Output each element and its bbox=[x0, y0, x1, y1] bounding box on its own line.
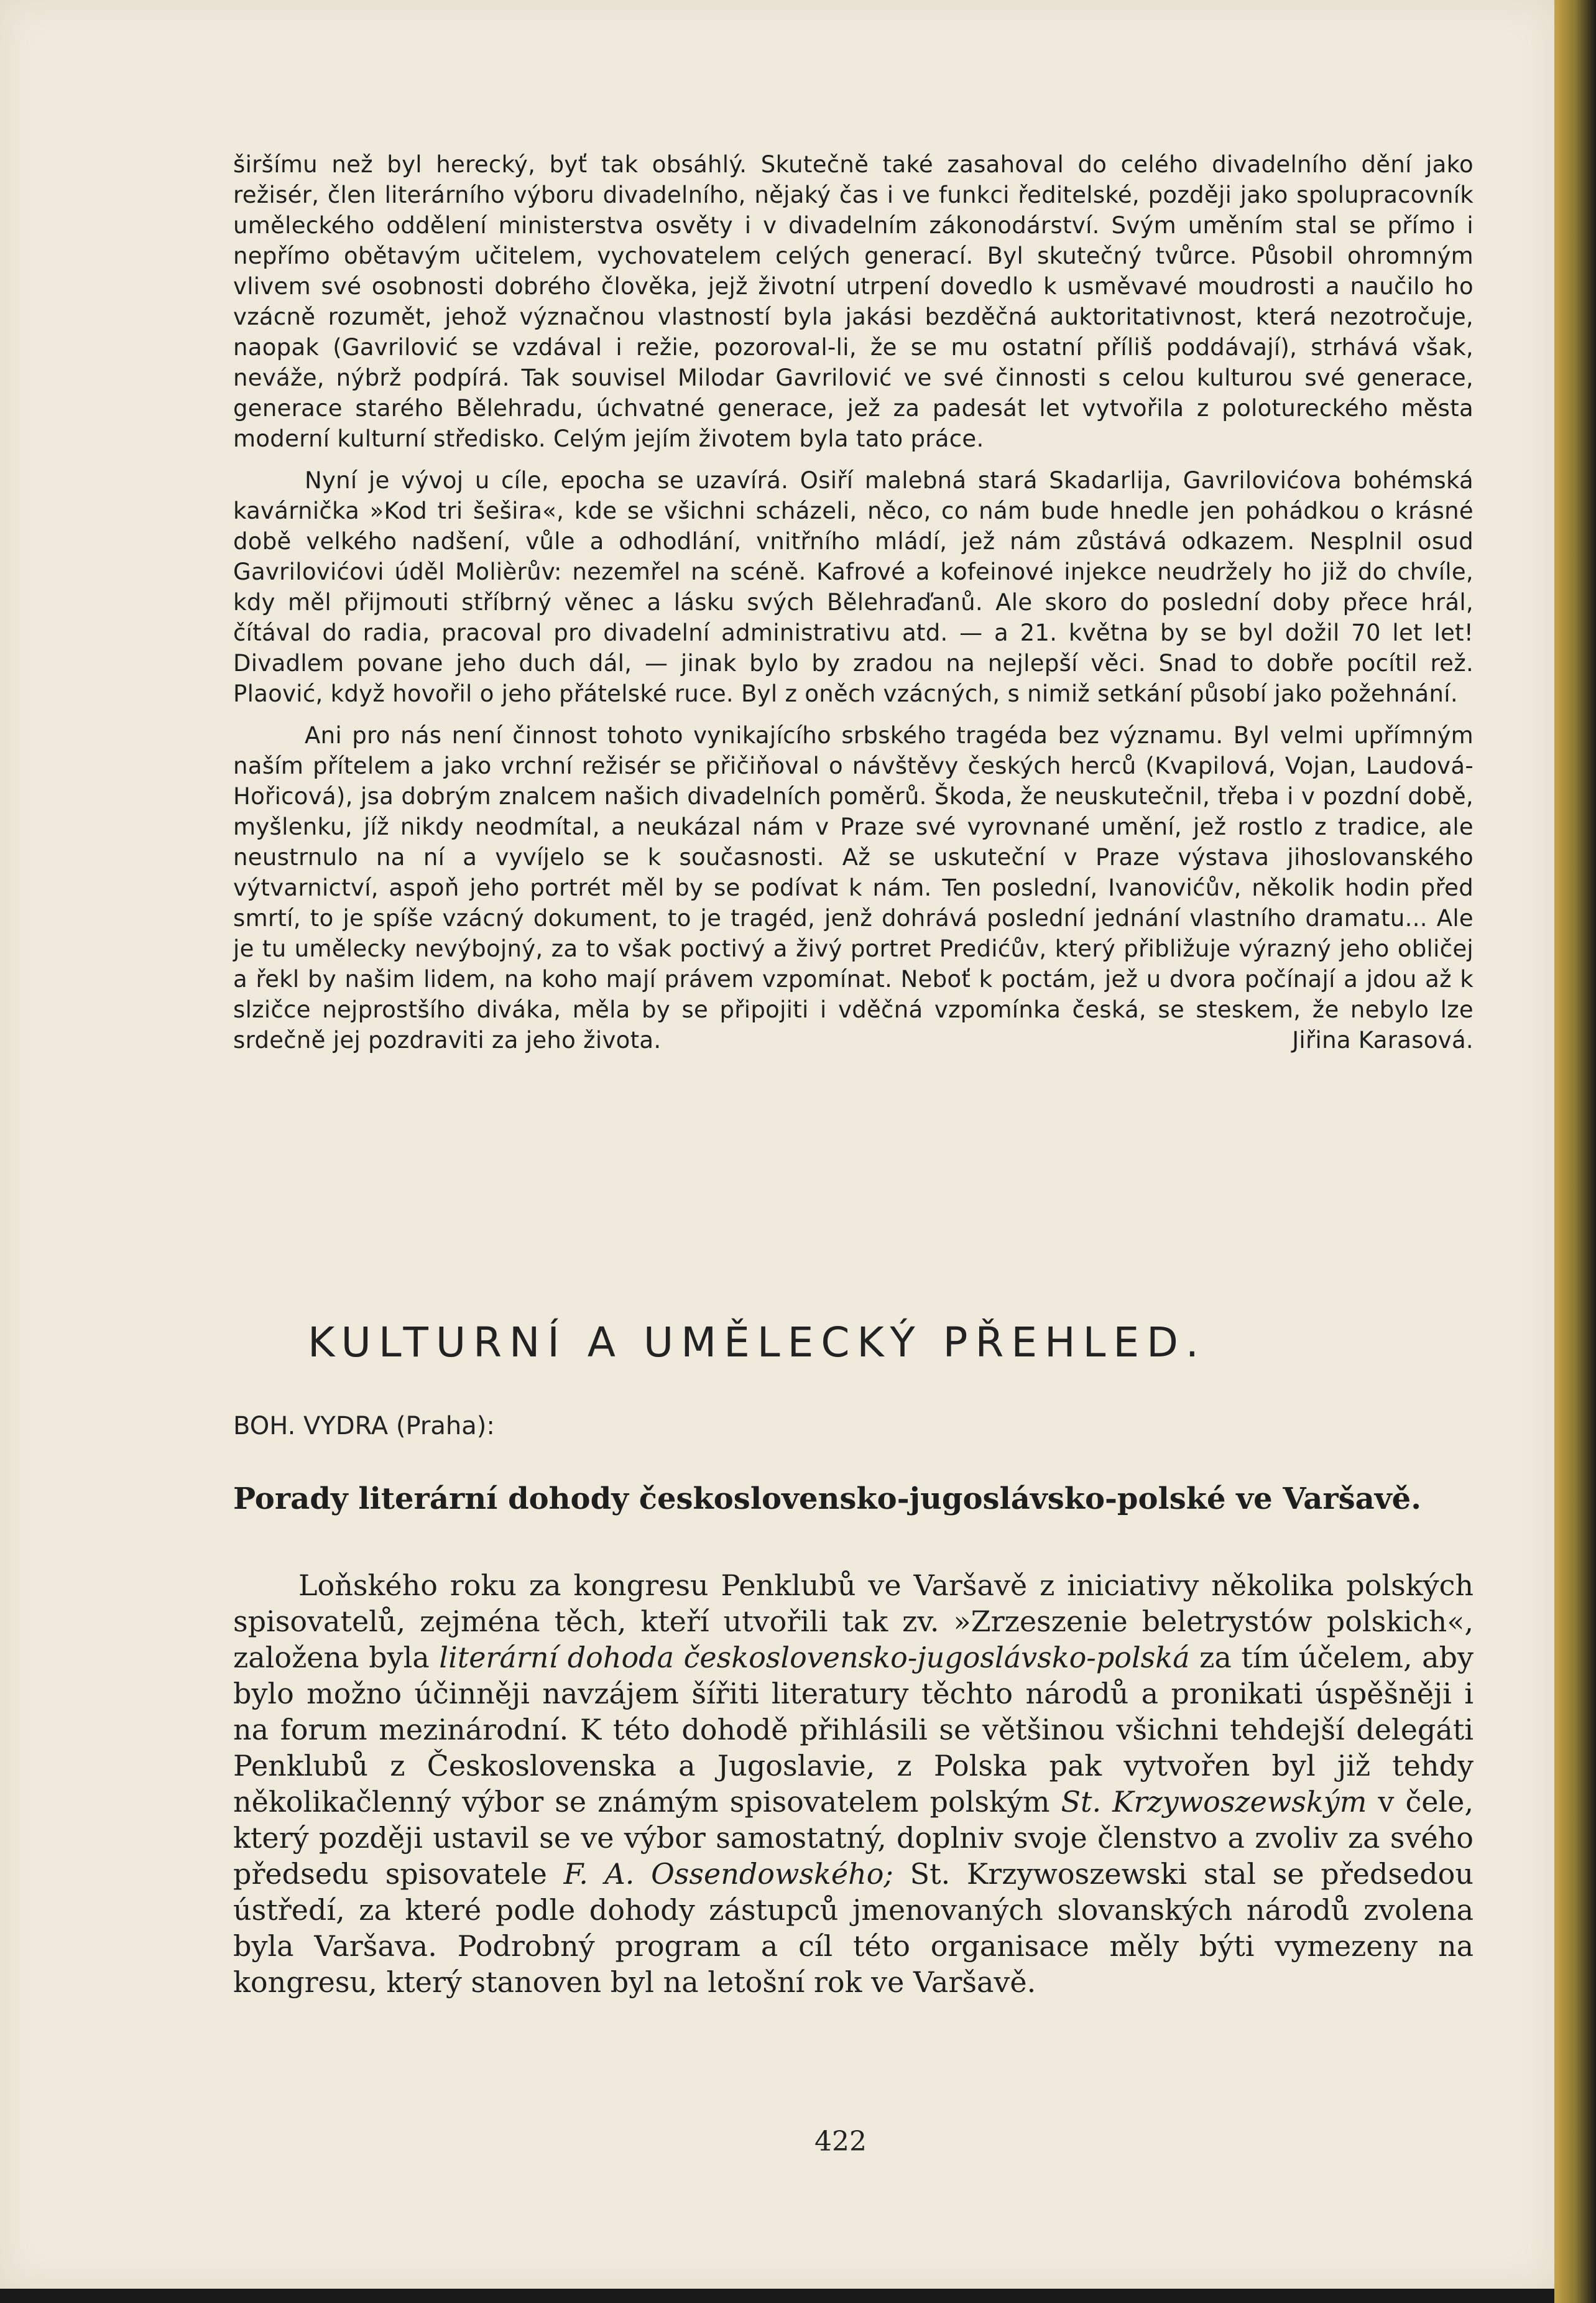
article-body bbox=[233, 1567, 1474, 2000]
book-binding-edge bbox=[1554, 0, 1596, 2303]
article-text-2: za tím účelem, aby bylo možno účinněji navzájem šířiti literatury těchto národů a pronikati úspěšněji i na forum mezinárodní. K této dohodě přihlásili se většinou všichni tehdejší delegáti Penklubů z Československa a Jugoslavie, z Polska pak vytvořen byl již tehdy několikačlenný výbor se známým spisovatelem polským bbox=[233, 1641, 1474, 1819]
article-text-1: Loňského roku za kongresu Penklubů ve Varšavě z iniciativy několika polských spisovatelů, zejména těch, kteří utvořili tak zv. »Zrzeszenie beletrystów polskich«, založena byla bbox=[233, 1569, 1474, 1674]
continuation-paragraph-1: širšímu než byl herecký, byť tak obsáhlý. Skutečně také zasahoval do celého divadelního dění jako režisér, člen literárního výboru divadelního, nějaký čas i ve funkci ředitelské, později jako spolupracovník uměleckého oddělení ministerstva osvěty i v divadelním zákonodárství. Svým uměním stal se přímo i nepřímo obětavým učitelem, vychovatelem celých generací. Byl skutečný tvůrce. Působil ohromným vlivem své osobnosti dobrého člověka, jejž životní utrpení dovedlo k usměvavé moudrosti a naučilo ho vzácně rozumět, jehož význačnou vlastností byla jakási bezděčná auktoritativnost, která nezotročuje, naopak (Gavrilović se vzdával i režie, pozoroval-li, že se mu ostatní příliš poddávají), strhává však, neváže, nýbrž podpírá. Tak souvisel Milodar Gavrilović ve své činnosti s celou kulturou své generace, generace starého Bělehradu, úchvatné generace, jež za padesát let vytvořila z polotureckého města moderní kulturní středisko. Celým jejím životem byla tato práce. bbox=[233, 151, 1474, 452]
continuation-text bbox=[233, 149, 1474, 1055]
signature: Jiřina Karasová. bbox=[1292, 1027, 1474, 1054]
continuation-paragraph-3-text: Ani pro nás není činnost tohoto vynikajícího srbského tragéda bez významu. Byl velmi upřímným naším přítelem a jako vrchní režisér se přičiňoval o návštěvy českých herců (Kvapilová, Vojan, Laudová-Hořicová), jsa dobrým znalcem našich divadelních poměrů. Škoda, že neuskutečnil, třeba i v pozdní době, myšlenku, jíž nikdy neodmítal, a neukázal nám v Praze své vyrovnané umění, jež rostlo z tradice, ale neustrnulo na ní a vyvíjelo se k současnosti. Až se uskuteční v Praze výstava jihoslovanského výtvarnictví, aspoň jeho portrét měl by se podívat k nám. Ten poslední, Ivanovićův, několik hodin před smrtí, to je spíše vzácný dokument, to je tragéd, jenž dohrává poslední jednání vlastního dramatu... Ale je tu umělecky nevýbojný, za to však poctivý a živý portret Predićův, který přibližuje výrazný jeho obličej a řekl by našim lidem, na koho mají právem vzpomínat. Neboť k poctám, jež u dvora počínají a jdou až k slzičce nejprostšího diváka, měla by se připojiti i vděčná vzpomínka česká, se steskem, že nebylo lze srdečně jej pozdraviti za jeho života. bbox=[233, 722, 1474, 1054]
article-author: BOH. VYDRA (Praha): bbox=[233, 1412, 495, 1440]
page-number: 422 bbox=[814, 2126, 867, 2157]
article-text-4: St. Krzywoszewski stal se předsedou ústředí, za které podle dohody zástupců jmenovaných slovanských národů zvolena byla Varšava. Podrobný program a cíl této organisace měly býti vymezeny na kongresu, který stanoven byl na letošní rok ve Varšavě. bbox=[233, 1857, 1474, 1999]
continuation-paragraph-3 bbox=[233, 720, 1474, 1055]
article-emphasis-1: literární dohoda československo-jugoslávsko-polská bbox=[439, 1641, 1190, 1674]
section-title: KULTURNÍ A UMĚLECKÝ PŘEHLED. bbox=[308, 1318, 1206, 1366]
article-emphasis-2: St. Krzywoszewským bbox=[1061, 1785, 1367, 1819]
article-title: Porady literární dohody československo-jugoslávsko-polské ve Varšavě. bbox=[233, 1481, 1421, 1516]
continuation-paragraph-2: Nyní je vývoj u cíle, epocha se uzavírá. Osiří malebná stará Skadarlija, Gavrilovićova bohémská kavárnička »Kod tri šešira«, kde se všichni scházeli, něco, co nám bude hnedle jen pohádkou o krásné době velkého nadšení, vůle a odhodlání, vnitřního mládí, jež nám zůstává odkazem. Nesplnil osud Gavrilovićovi úděl Molièrův: nezemřel na scéně. Kafrové a kofeinové injekce neudržely ho již do chvíle, kdy měl přijmouti stříbrný věnec a lásku svých Bělehraďanů. Ale skoro do poslední doby přece hrál, čítával do radia, pracoval pro divadelní administrativu atd. — a 21. května by se byl dožil 70 let let! Divadlem povane jeho duch dál, — jinak bylo by zradou na nejlepší věci. Snad to dobře pocítil rež. Plaović, když hovořil o jeho přátelské ruce. Byl z oněch vzácných, s nimiž setkání působí jako požehnání. bbox=[233, 467, 1474, 707]
article-text-3: v čele, který později ustavil se ve výbor samostatný, doplniv svoje členstvo a zvoliv za svého předsedu spisovatele bbox=[233, 1785, 1474, 1891]
article-emphasis-3: F. A. Ossendowského; bbox=[563, 1857, 893, 1891]
